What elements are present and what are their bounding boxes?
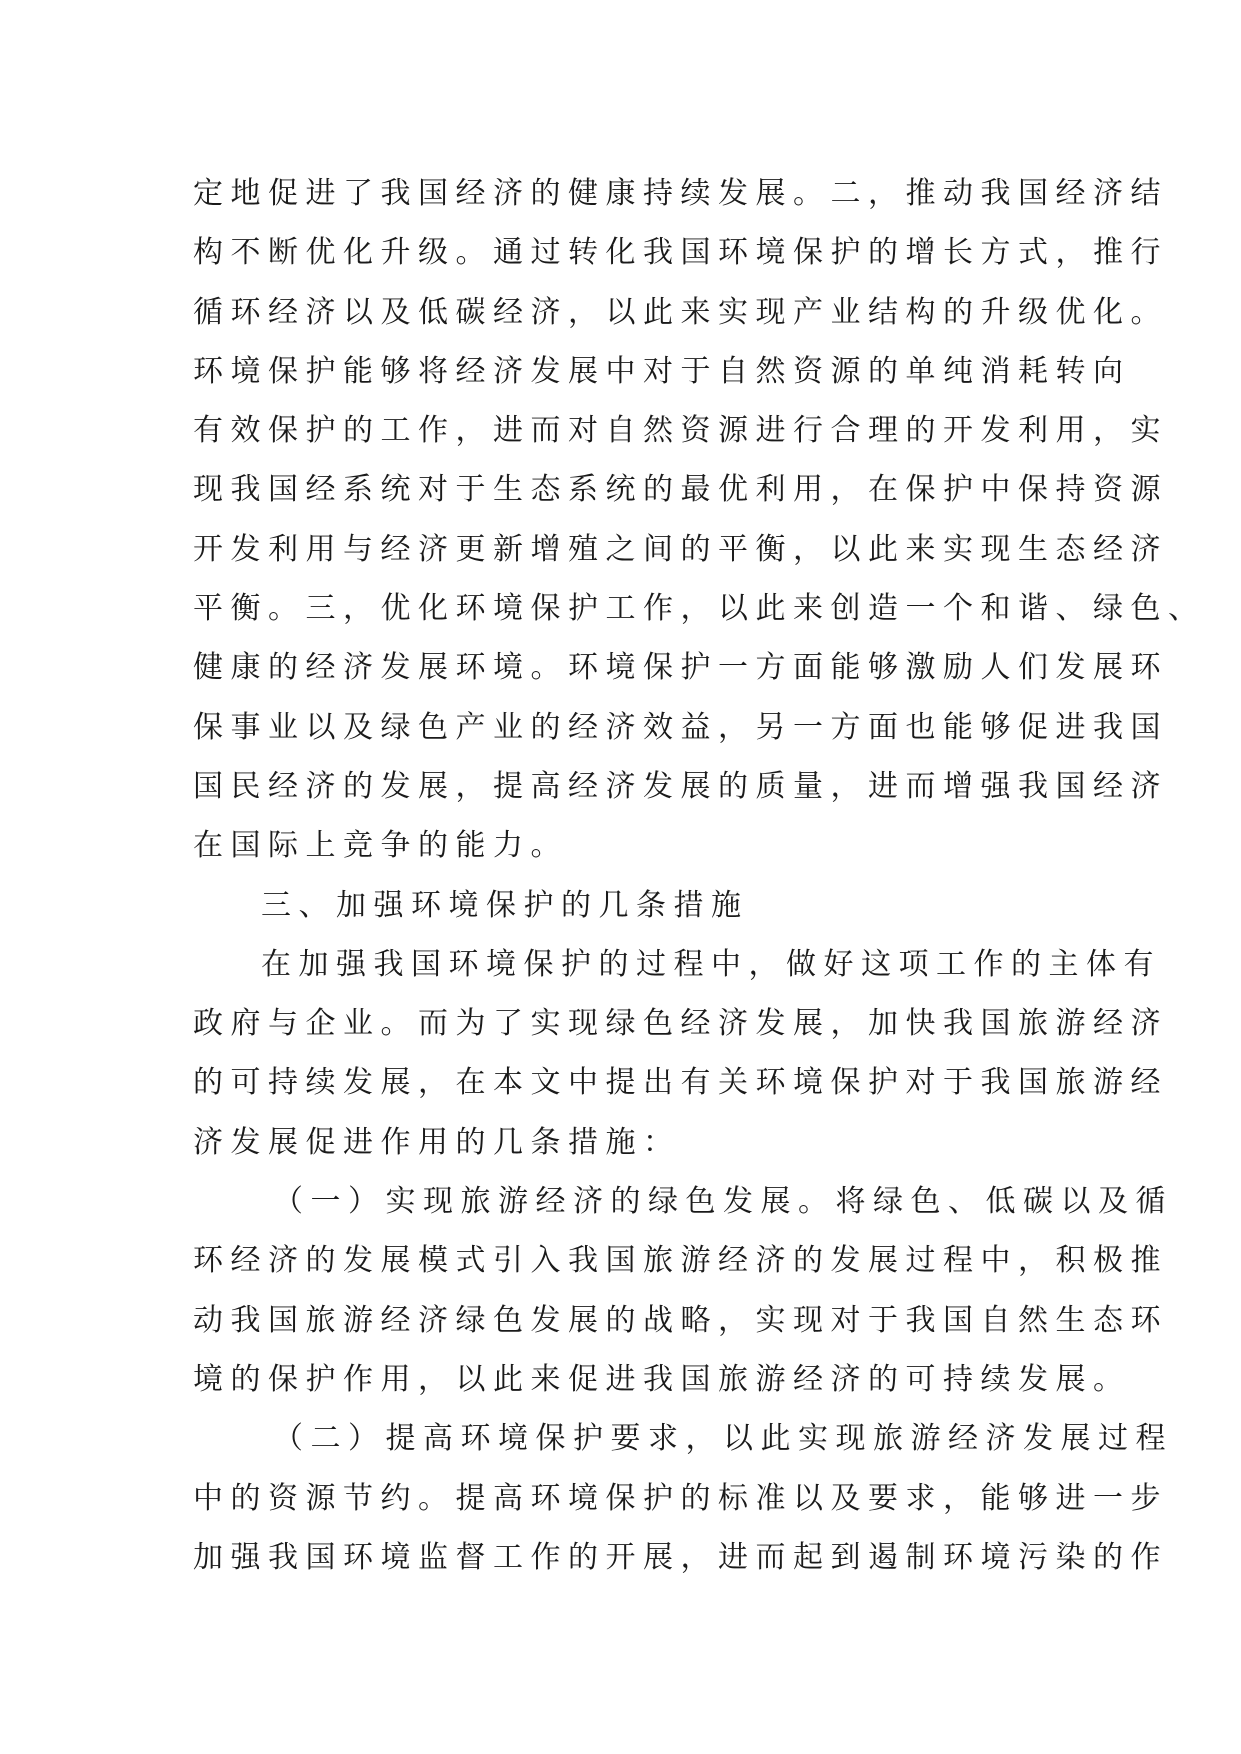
text-line: 构不断优化升级。通过转化我国环境保护的增长方式，推行 <box>193 235 1168 271</box>
subsection-line: （一）实现旅游经济的绿色发展。将绿色、低碳以及循 <box>273 1184 1173 1220</box>
text-line: 境的保护作用，以此来促进我国旅游经济的可持续发展。 <box>193 1361 1131 1397</box>
text-line: 保事业以及绿色产业的经济效益，另一方面也能够促进我国 <box>193 709 1168 745</box>
text-line: 有效保护的工作，进而对自然资源进行合理的开发利用，实 <box>193 413 1168 449</box>
text-line: 开发利用与经济更新增殖之间的平衡，以此来实现生态经济 <box>193 531 1168 567</box>
text-line: 动我国旅游经济绿色发展的战略，实现对于我国自然生态环 <box>193 1302 1168 1338</box>
document-body <box>193 164 1206 1587</box>
text-line: 定地促进了我国经济的健康持续发展。二，推动我国经济结 <box>193 176 1168 211</box>
text-line: 在加强我国环境保护的过程中，做好这项工作的主体有 <box>261 946 1161 982</box>
section-heading: 三、加强环境保护的几条措施 <box>261 887 749 923</box>
text-line: 国民经济的发展，提高经济发展的质量，进而增强我国经济 <box>193 768 1168 804</box>
subsection-line: （二）提高环境保护要求，以此实现旅游经济发展过程 <box>273 1421 1173 1457</box>
text-line: 环经济的发展模式引入我国旅游经济的发展过程中，积极推 <box>193 1243 1168 1279</box>
text-line: 环境保护能够将经济发展中对于自然资源的单纯消耗转向 <box>193 353 1131 389</box>
text-line: 现我国经系统对于生态系统的最优利用，在保护中保持资源 <box>193 472 1168 508</box>
text-line: 政府与企业。而为了实现绿色经济发展，加快我国旅游经济 <box>193 1006 1168 1042</box>
text-line: 健康的经济发展环境。环境保护一方面能够激励人们发展环 <box>193 650 1168 686</box>
text-line: 中的资源节约。提高环境保护的标准以及要求，能够进一步 <box>193 1480 1168 1516</box>
text-line: 在国际上竞争的能力。 <box>193 828 568 864</box>
text-line: 平衡。三，优化环境保护工作，以此来创造一个和谐、绿色、 <box>193 591 1206 627</box>
text-line: 的可持续发展，在本文中提出有关环境保护对于我国旅游经 <box>193 1065 1168 1101</box>
text-line: 济发展促进作用的几条措施： <box>193 1124 681 1160</box>
text-line: 循环经济以及低碳经济，以此来实现产业结构的升级优化。 <box>193 294 1168 330</box>
text-line: 加强我国环境监督工作的开展，进而起到遏制环境污染的作 <box>193 1539 1168 1575</box>
